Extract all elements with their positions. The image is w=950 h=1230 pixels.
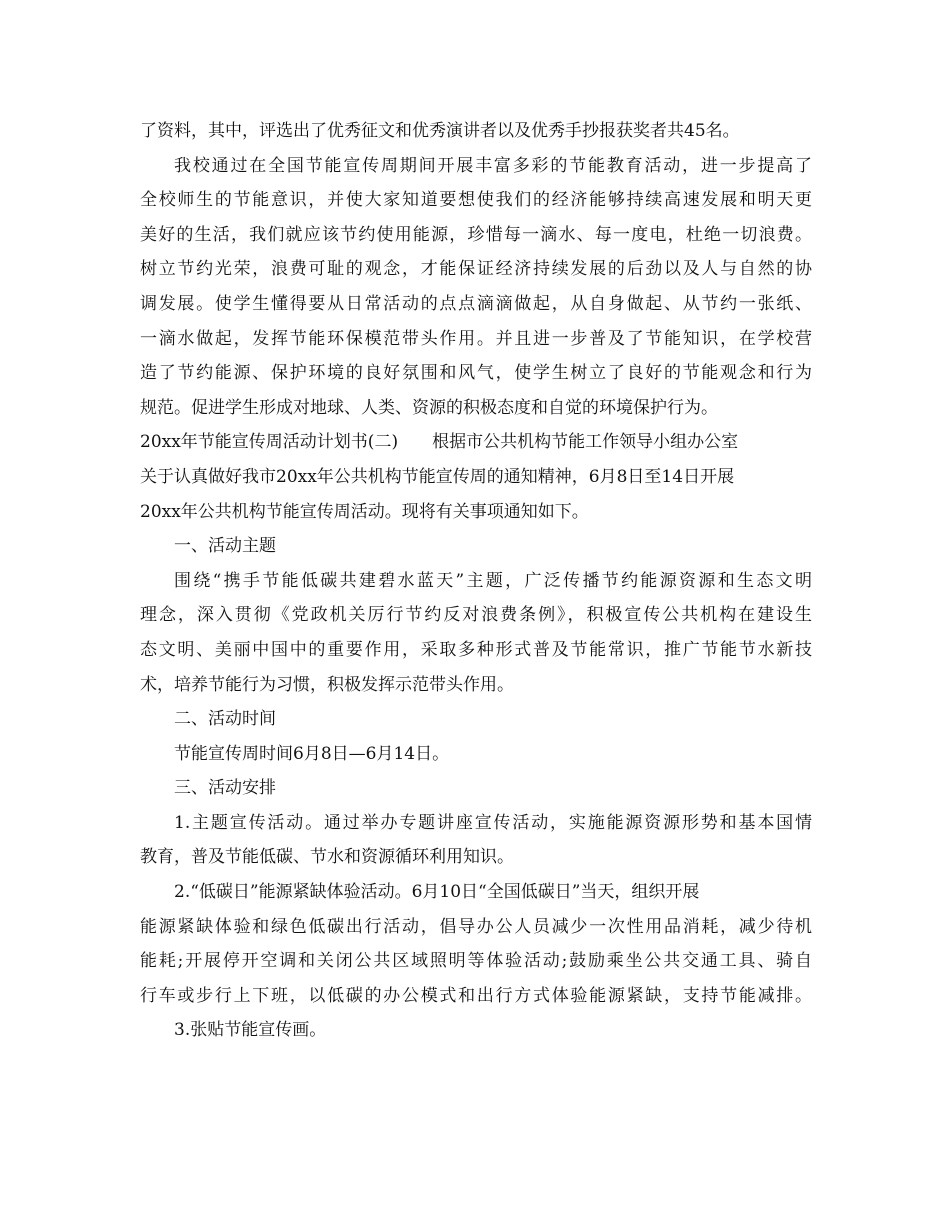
text-line: 树立节约光荣，浪费可耻的观念，才能保证经济持续发展的后劲以及人与自然的协 — [140, 259, 812, 280]
text-line: 态文明、美丽中国中的重要作用，采取多种形式普及节能常识，推广节能节水新技 — [140, 639, 812, 660]
text-line: 1.主题宣传活动。通过举办专题讲座宣传活动，实施能源资源形势和基本国情 — [174, 812, 812, 833]
document-body — [140, 114, 812, 1048]
text-line: 我校通过在全国节能宣传周期间开展丰富多彩的节能教育活动，进一步提高了 — [174, 155, 812, 176]
text-line: 能耗;开展停开空调和关闭公共区域照明等体验活动;鼓励乘坐公共交通工具、骑自 — [140, 951, 812, 972]
section-heading: 二、活动时间 — [174, 709, 276, 730]
text-line: 行车或步行上下班，以低碳的办公模式和出行方式体验能源紧缺，支持节能减排。 — [140, 985, 812, 1006]
text-line: 规范。促进学生形成对地球、人类、资源的积极态度和自觉的环境保护行为。 — [140, 397, 718, 418]
section-heading: 三、活动安排 — [174, 778, 276, 799]
text-line: 关于认真做好我市20xx年公共机构节能宣传周的通知精神，6月8日至14日开展 — [140, 466, 735, 487]
text-line: 3.张贴节能宣传画。 — [174, 1020, 327, 1041]
text-line: 造了节约能源、保护环境的良好氛围和风气，使学生树立了良好的节能观念和行为 — [140, 363, 812, 384]
text-line: 术，培养节能行为习惯，积极发挥示范带头作用。 — [140, 674, 514, 695]
text-line: 美好的生活，我们就应该节约使用能源，珍惜每一滴水、每一度电，杜绝一切浪费。 — [140, 224, 812, 245]
text-line: 全校师生的节能意识，并使大家知道要想使我们的经济能够持续高速发展和明天更 — [140, 190, 812, 211]
text-line: 理念，深入贯彻《党政机关厉行节约反对浪费条例》，积极宣传公共机构在建设生 — [140, 605, 812, 626]
text-line: 节能宣传周时间6月8日—6月14日。 — [174, 743, 450, 764]
text-line: 调发展。使学生懂得要从日常活动的点点滴滴做起，从自身做起、从节约一张纸、 — [140, 293, 812, 314]
text-line: 20xx年节能宣传周活动计划书(二) 根据市公共机构节能工作领导小组办公室 — [140, 432, 739, 453]
text-line: 教育，普及节能低碳、节水和资源循环利用知识。 — [140, 847, 514, 868]
text-line: 2.“低碳日”能源紧缺体验活动。6月10日“全国低碳日”当天，组织开展 — [174, 882, 700, 903]
text-line: 能源紧缺体验和绿色低碳出行活动，倡导办公人员减少一次性用品消耗，减少待机 — [140, 916, 812, 937]
text-line: 一滴水做起，发挥节能环保模范带头作用。并且进一步普及了节能知识，在学校营 — [140, 328, 812, 349]
text-line: 了资料，其中，评选出了优秀征文和优秀演讲者以及优秀手抄报获奖者共45名。 — [140, 121, 740, 141]
text-line: 围绕“携手节能低碳共建碧水蓝天”主题，广泛传播节约能源资源和生态文明 — [174, 570, 812, 591]
section-heading: 一、活动主题 — [174, 536, 276, 557]
text-line: 20xx年公共机构节能宣传周活动。现将有关事项通知如下。 — [140, 501, 589, 522]
